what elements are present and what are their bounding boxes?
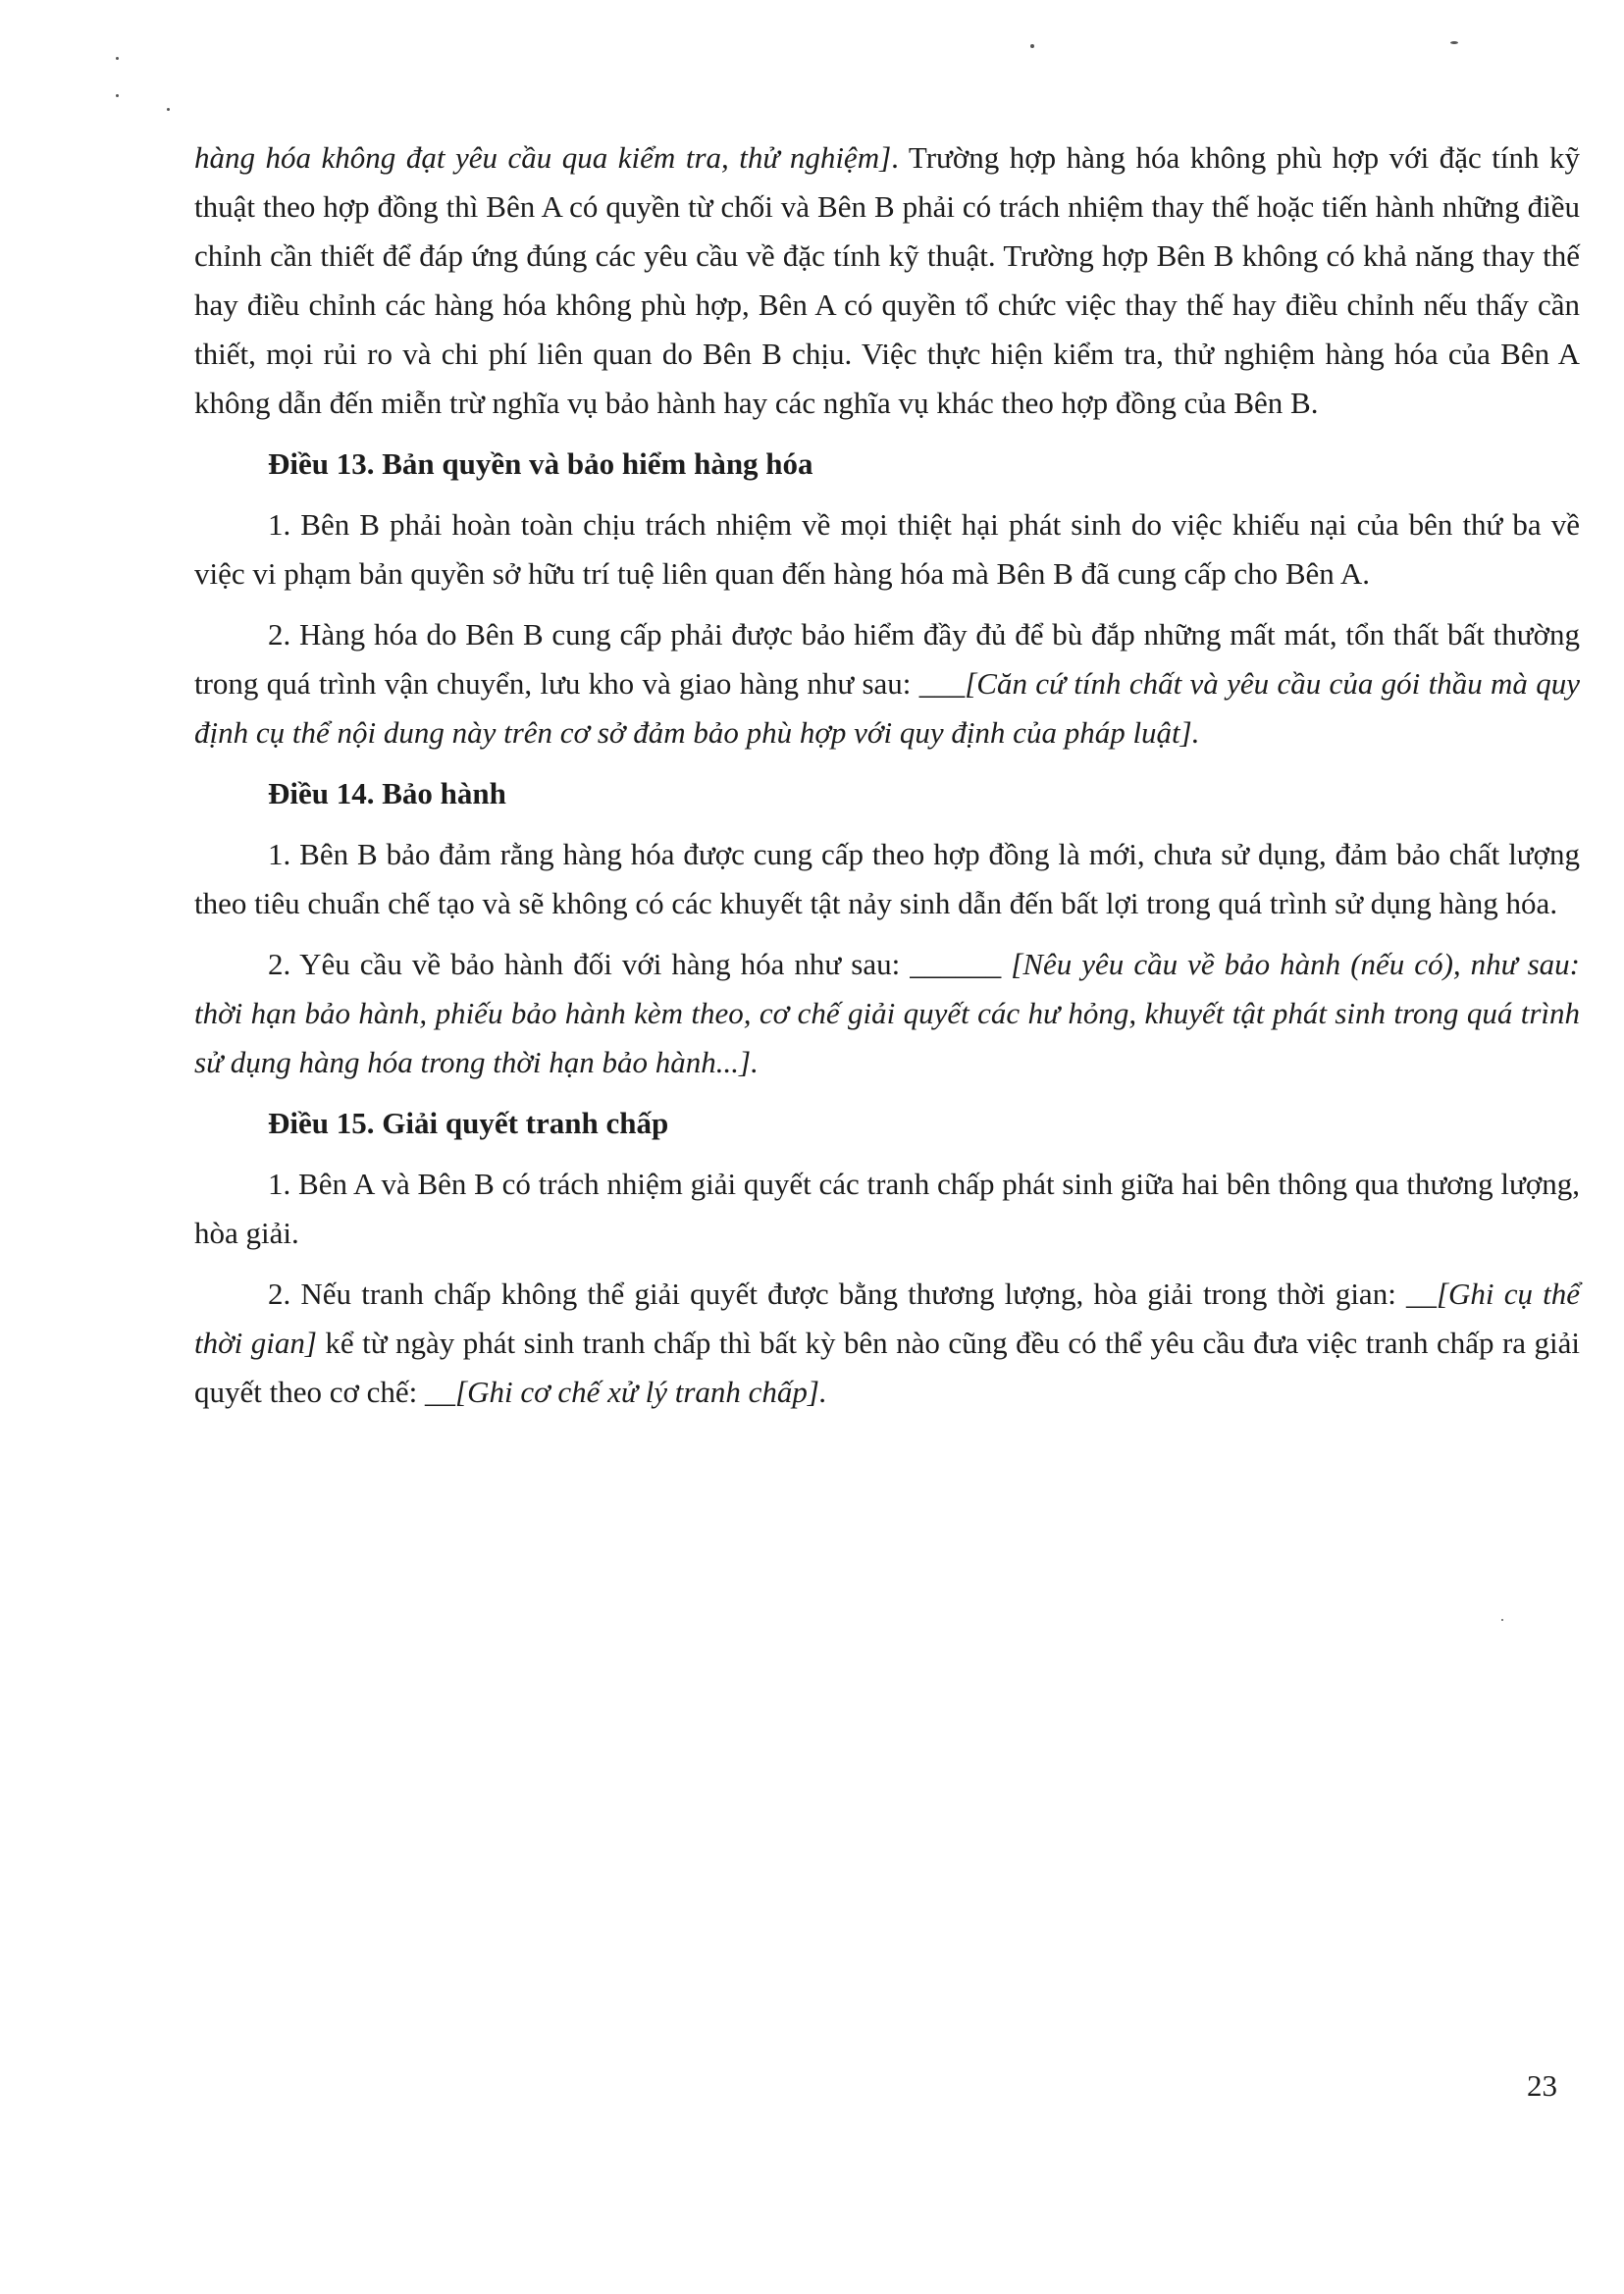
clause-text: 2. Nếu tranh chấp không thể giải quyết được bằng thương lượng, hòa giải trong thời gian: __: [268, 1277, 1437, 1311]
page-content: [194, 133, 1580, 1417]
italic-note: [Ghi cụ thể thời gian]: [194, 1277, 1581, 1360]
clause-text: 2. Yêu cầu về bảo hành đối với hàng hóa như sau: ______: [268, 947, 1012, 981]
paragraph-text: . Trường hợp hàng hóa không phù hợp với đặc tính kỹ thuật theo hợp đồng thì Bên A có quyền từ chối và Bên B phải có trách nhiệm thay thế hoặc tiến hành những điều chỉnh cần thiết để đáp ứng đúng các yêu cầu về đặc tính kỹ thuật. Trường hợp Bên B không có khả năng thay thế hay điều chỉnh các hàng hóa không phù hợp, Bên A có quyền tổ chức việc thay thế hay điều chỉnh nếu thấy cần thiết, mọi rủi ro và chi phí liên quan do Bên B chịu. Việc thực hiện kiểm tra, thử nghiệm hàng hóa của Bên A không dẫn đến miễn trừ nghĩa vụ bảo hành hay các nghĩa vụ khác theo hợp đồng của Bên B.: [194, 140, 1580, 420]
paragraph-continuation: [194, 133, 1580, 428]
scan-speck: [116, 94, 119, 97]
italic-note: [Ghi cơ chế xử lý tranh chấp].: [455, 1375, 827, 1409]
article-15-clause-2: [194, 1270, 1580, 1417]
italic-note: hàng hóa không đạt yêu cầu qua kiểm tra, thử nghiệm]: [194, 140, 892, 175]
article-14-heading: Điều 14. Bảo hành: [268, 776, 506, 810]
article-15-heading: Điều 15. Giải quyết tranh chấp: [268, 1106, 669, 1140]
article-13-clause-2: [194, 610, 1580, 757]
scan-speck: [1450, 41, 1458, 44]
article-13-heading: Điều 13. Bản quyền và bảo hiểm hàng hóa: [268, 446, 813, 481]
italic-note: [Nêu yêu cầu về bảo hành (nếu có), như sau: thời hạn bảo hành, phiếu bảo hành kèm theo, cơ chế giải quyết các hư hỏng, khuyết tật phát sinh trong quá trình sử dụng hàng hóa trong thời hạn bảo hành...].: [194, 947, 1580, 1079]
clause-text: kể từ ngày phát sinh tranh chấp thì bất kỳ bên nào cũng đều có thể yêu cầu đưa việc tranh chấp ra giải quyết theo cơ chế: __: [194, 1326, 1580, 1409]
article-15-clause-1: 1. Bên A và Bên B có trách nhiệm giải quyết các tranh chấp phát sinh giữa hai bên thông qua thương lượng, hòa giải.: [194, 1167, 1580, 1250]
clause-text: 2. Hàng hóa do Bên B cung cấp phải được bảo hiểm đầy đủ để bù đắp những mất mát, tổn thất bất thường trong quá trình vận chuyển, lưu kho và giao hàng như sau: ___: [194, 617, 1580, 701]
scan-speck: [116, 57, 119, 60]
article-13-clause-1: 1. Bên B phải hoàn toàn chịu trách nhiệm về mọi thiệt hại phát sinh do việc khiếu nại của bên thứ ba về việc vi phạm bản quyền sở hữu trí tuệ liên quan đến hàng hóa mà Bên B đã cung cấp cho Bên A.: [194, 507, 1580, 591]
scan-speck: [1501, 1619, 1503, 1621]
article-14-clause-2: [194, 940, 1580, 1087]
scan-speck: [167, 108, 170, 111]
scan-speck: [1030, 44, 1034, 48]
article-14-clause-1: 1. Bên B bảo đảm rằng hàng hóa được cung cấp theo hợp đồng là mới, chưa sử dụng, đảm bảo chất lượng theo tiêu chuẩn chế tạo và sẽ không có các khuyết tật nảy sinh dẫn đến bất lợi trong quá trình sử dụng hàng hóa.: [194, 837, 1580, 920]
page-number: 23: [1527, 2068, 1557, 2103]
italic-note: [Căn cứ tính chất và yêu cầu của gói thầu mà quy định cụ thể nội dung này trên cơ sở đảm bảo phù hợp với quy định của pháp luật].: [194, 666, 1580, 750]
